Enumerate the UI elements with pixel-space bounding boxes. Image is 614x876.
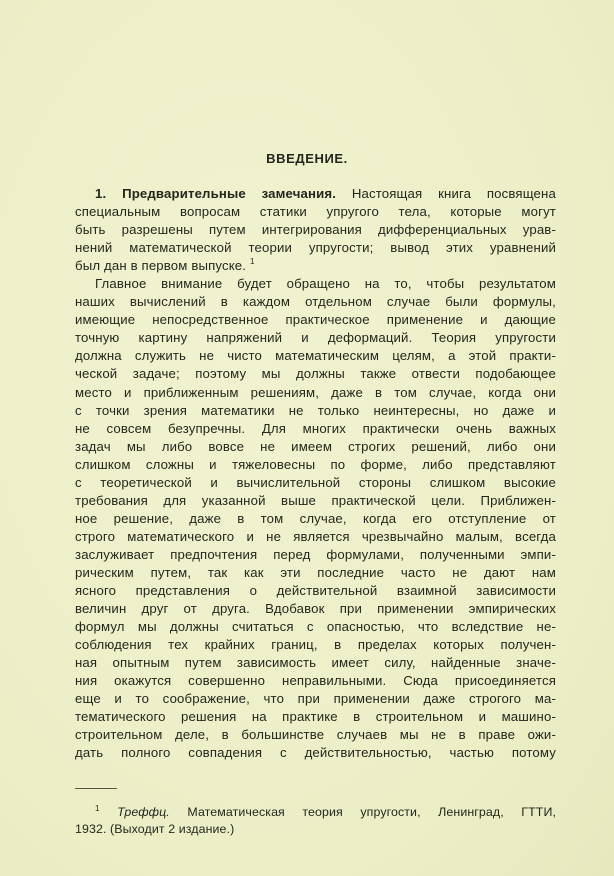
line-text: задач мы либо вовсе не имеем строгих решений, либо они bbox=[75, 438, 556, 454]
text-line bbox=[75, 293, 556, 311]
line-text: с точки зрения математики не только неинтересны, но даже и bbox=[75, 402, 556, 418]
line-text: имеющие непосредственное практическое применение и дающие bbox=[75, 312, 556, 328]
section-heading: Предварительные замечания. bbox=[122, 186, 337, 201]
line-text: строительном деле, в большинстве случаев мы не в праве ожи- bbox=[75, 727, 556, 743]
text-line bbox=[75, 510, 556, 528]
text-line bbox=[75, 654, 556, 672]
line-text: рическим путем, так как эти последние часто не дают нам bbox=[75, 564, 556, 580]
text-line bbox=[75, 185, 556, 203]
text-line bbox=[75, 582, 556, 600]
text-line bbox=[75, 275, 556, 293]
text-line bbox=[75, 744, 556, 762]
footnote-line: 1932. (Выходит 2 издание.) bbox=[75, 822, 235, 836]
text-line bbox=[75, 221, 556, 239]
footnote bbox=[75, 804, 556, 838]
line-text: быть разрешены путем интегрирования дифференциальных урав- bbox=[75, 222, 556, 238]
text-line bbox=[75, 672, 556, 690]
text-line bbox=[75, 365, 556, 383]
line-text: с теоретической и вычислительной стороны слишком высокие bbox=[75, 474, 556, 490]
text-line bbox=[75, 347, 556, 365]
text-line bbox=[75, 726, 556, 744]
chapter-title: ВВЕДЕНИЕ. bbox=[266, 151, 348, 166]
text-line bbox=[75, 420, 556, 438]
text-line bbox=[75, 203, 556, 221]
text-line bbox=[75, 311, 556, 329]
text-line bbox=[75, 564, 556, 582]
line-text: нений математической теории упругости; вывод этих уравнений bbox=[75, 240, 556, 256]
text-line bbox=[75, 546, 556, 564]
text-line bbox=[75, 474, 556, 492]
line-text: наших вычислений в каждом отдельном случае были формулы, bbox=[75, 294, 556, 310]
line-text: был дан в первом выпуске. bbox=[75, 258, 247, 274]
text-line bbox=[75, 528, 556, 546]
section-number: 1. bbox=[95, 186, 107, 201]
text-line bbox=[75, 636, 556, 654]
line-text: ясного представления о действительной взаимной зависимости bbox=[75, 583, 556, 599]
text-line bbox=[75, 257, 556, 275]
footnote-reference[interactable]: 1 bbox=[249, 257, 255, 267]
footnote-author: Треффц. bbox=[117, 805, 170, 819]
line-text: Настоящая книга посвящена bbox=[351, 186, 556, 201]
line-text: заслуживает предпочтения перед формулами, полученными эмпи- bbox=[75, 546, 556, 562]
line-text: ное решение, даже в том случае, когда его отступление от bbox=[75, 510, 556, 526]
line-text: должна служить не чисто математическим целям, а этой практи- bbox=[75, 348, 556, 364]
text-line bbox=[75, 600, 556, 618]
line-text: Главное внимание будет обращено на то, чтобы результатом bbox=[95, 276, 556, 292]
footnote-text: Математическая теория упругости, Ленинград, ГТТИ, bbox=[187, 805, 556, 819]
line-text: дать полного совпадения с действительностью, частью потому bbox=[75, 745, 556, 761]
text-line bbox=[75, 239, 556, 257]
line-text: ческой задаче; поэтому мы должны также отвести подобающее bbox=[75, 366, 556, 382]
line-text: еще и то соображение, что при применении даже строгого ма- bbox=[75, 691, 556, 707]
line-text: требования для указанной выше практической цели. Приближен- bbox=[75, 492, 556, 508]
line-text: соблюдения тех крайних границ, в пределах которых получен- bbox=[75, 637, 556, 653]
line-text: величин друг от друга. Вдобавок при применении эмпирических bbox=[75, 601, 556, 617]
line-text: ния окажутся совершенно неправильными. Сюда присоединяется bbox=[75, 673, 556, 689]
line-text: точную картину напряжений и деформаций. Теория упругости bbox=[75, 330, 556, 346]
line-text: специальным вопросам статики упругого тела, которые могут bbox=[75, 204, 556, 220]
line-text: тематического решения на практике в строительном и машино- bbox=[75, 709, 556, 725]
footnote-marker: 1 bbox=[95, 804, 100, 813]
line-text: не совсем безупречны. Для многих практически очень важных bbox=[75, 420, 556, 436]
line-text: строго математического и не является чрезвычайно малым, всегда bbox=[75, 528, 556, 544]
footnote-divider bbox=[75, 788, 117, 789]
footnote-line bbox=[75, 804, 556, 821]
text-line bbox=[75, 329, 556, 347]
line-text: ная опытным путем зависимость имеет силу, найденные значе- bbox=[75, 655, 556, 671]
text-line bbox=[75, 618, 556, 636]
text-line bbox=[75, 438, 556, 456]
text-line bbox=[75, 690, 556, 708]
line-text: формул мы должны считаться с опасностью, что вследствие не- bbox=[75, 619, 556, 635]
line-text: слишком сложны и тяжеловесны по форме, либо представляют bbox=[75, 456, 556, 472]
body-text bbox=[75, 185, 556, 763]
text-line bbox=[75, 384, 556, 402]
text-line bbox=[75, 708, 556, 726]
line-text: место и приближенным решениям, даже в том случае, когда они bbox=[75, 384, 556, 400]
text-line bbox=[75, 456, 556, 474]
text-line bbox=[75, 492, 556, 510]
text-line bbox=[75, 402, 556, 420]
